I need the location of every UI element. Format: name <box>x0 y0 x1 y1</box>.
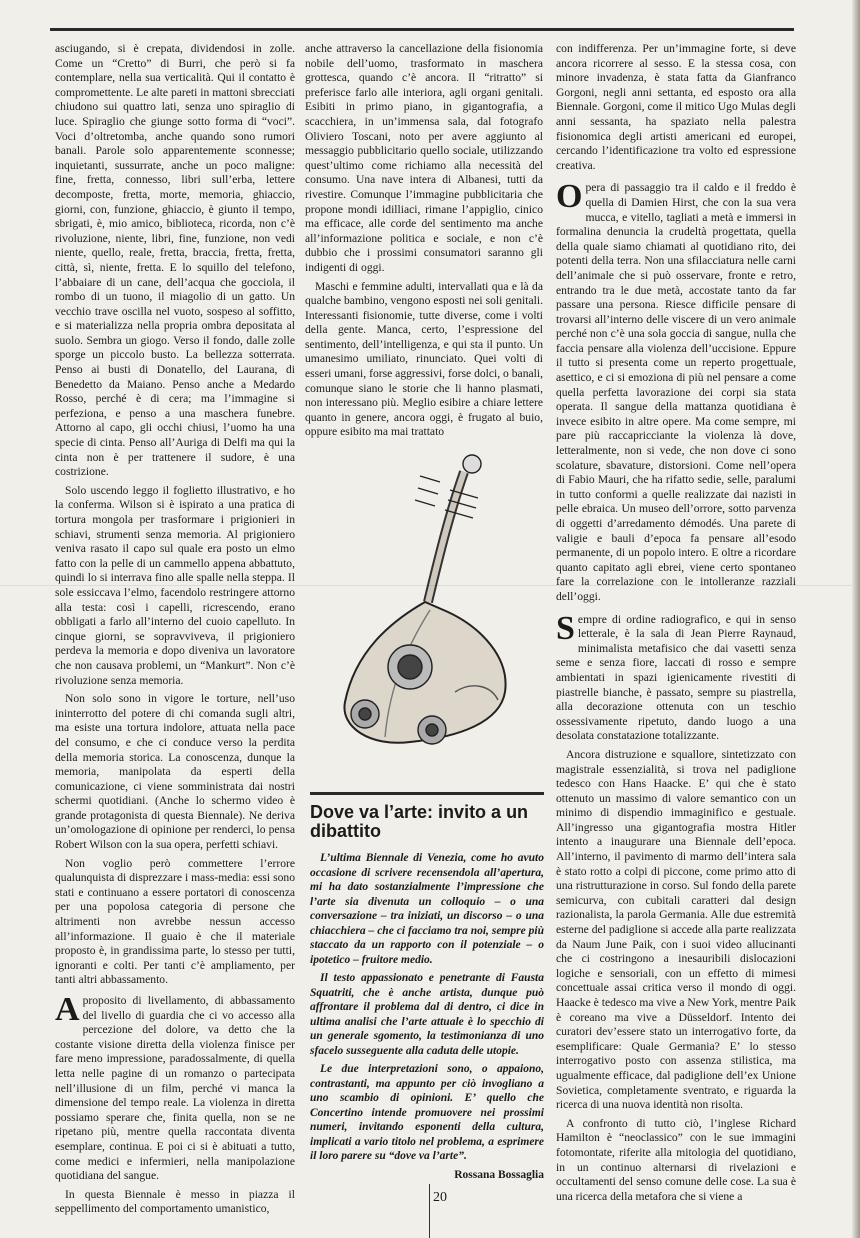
column-1 <box>55 42 295 1221</box>
column-2 <box>305 42 543 444</box>
paragraph-dropcap: Sempre di ordine radiografico, e qui in senso letterale, è la sala di Jean Pierre Raynaud, minimalista metafisico che dai vasetti senza seme e senza fiore, laccati di rosso e sempre ambientati in spazi igienicamente rivestiti di piastrelle bianche, è passato, sempre su piastrella, alla decorazione ottenuta con un teschio ossessivamente ripetuto, dando luogo a una desolata constatazione totalizzante. <box>556 609 796 743</box>
drop-cap: O <box>556 178 583 216</box>
paragraph-dropcap: Opera di passaggio tra il caldo e il freddo è quella di Damien Hirst, che con la sua vera mucca, e vitello, tagliati a metà e immersi in formalina denuncia la crudeltà progettata, quella della quale siamo chiamati al quotidiano rito, dei potenti della terra. Non una sfilacciatura nelle carni dell’animale che si può osservare, fronte e retro, entrando tra le due metà, accostate tanto da far passare una persona. Riesce difficile pensare di trovarsi all’interno delle viscere di un vero animale perché non c’è una sola goccia di sangue, nulla che faccia pensare alla violenza dell’uccisione. Eppure il tutto si presenta come un reperto progettuale, asettico, e ci si emoziona di più nel pensare a come quella perfetta lavorazione dei corpi sia stata operata. Il sangue della mattanza quotidiana è invece esibito in altre opere. Ma come sempre, mi pare più raccapricciante la violenza là dove, letteralmente, non si vede, che non dove ci sono scolature, sbavature, distorsioni. Come nell’opera di Fabio Mauri, che ha rifatto sedie, selle, paralumi in tutto conformi a quelle realizzate dai nazisti in pelle ebraica. Un museo dell’orrore, sotto parvenza di oggetti d’arredamento démodés. Una parete di valigie e bauli d’epoca fa pensare all’esodo permanente, di un popolo intero. E oltre a ricordare quanto capitato agli ebrei, viene certo spontaneo fare la correlazione con le intolleranze razziali dell’oggi. <box>556 178 796 603</box>
header-rule <box>50 28 794 31</box>
paragraph: Non voglio però commettere l’errore qualunquista di disprezzare i mass-media: essi sono stati e continuano a essere portatori di conoscenza per una popolosa categoria di persone che altrimenti non avrebbe nessun accesso all’informazione. Il guaio è che il materiale proposto è, in grandissima parte, lo stesso per tutti, ignoranti e colti. Per tanti c’è ampliamento, per tanti altri abbassamento. <box>55 856 295 987</box>
sidebar-paragraph: L’ultima Biennale di Venezia, come ho avuto occasione di scrivere recensendola all’apertura, mi ha dato sostanzialmente l’impressione che l’arte sia divenuta un colloquio – o una conversazione – tra iniziati, un discorso – o una chiacchiera – che ci facciamo tra noi, sempre più staccato da un rapporto con il potenziale – o ipotetico – fruitore medio. <box>310 852 544 966</box>
page-fold <box>0 585 860 586</box>
paragraph: anche attraverso la cancellazione della fisionomia nobile dell’uomo, trasformato in maschera grottesca, quando c’è ancora. Il “ritratto” si preferisce farlo alle interiora, agli organi genitali. Esibiti in primo piano, in gigantografia, a scacchiera, in un’immensa sala, dal fotografo Oliviero Toscani, noto per avere aggiunto al messaggio pubblicitario quello sociale, utilizzando quest’ultimo come richiamo alla necessità del consumo. Una nave intera di Albanesi, tutti da rivestire. Comunque l’immagine pubblicitaria che propone mondi idilliaci, rimane l’appiglio, cinico ma efficace, alle corde del sentimento ma anche all’informazione politica e sociale, e non c’è dubbio che i prossimi consumatori saranno gli indigenti di oggi. <box>305 42 543 274</box>
column-3 <box>556 42 796 1208</box>
sidebar-paragraph: Il testo appassionato e penetrante di Fausta Squatriti, che è anche artista, dunque può affrontare il problema dal di dentro, ci dice in ultima analisi che l’arte attuale è lo specchio di un generale sgomento, la testimonianza di uno sfacelo susseguente alla caduta delle utopie. <box>310 972 544 1057</box>
page-number: 20 <box>433 1190 447 1205</box>
paragraph: con indifferenza. Per un’immagine forte, si deve ancora ricorrere al sesso. E la stessa cosa, con minore invadenza, è stata fatta da Gianfranco Gorgoni, negli anni settanta, ed esposto ora alla Biennale. Gorgoni, come il mitico Ugo Mulas degli anni sessanta, ha spaziato nella palestra fisionomica degli artisti americani ed europei, cercando l’identificazione tra volto ed espressione creativa. <box>556 42 796 172</box>
paragraph: Non solo sono in vigore le torture, nell’uso ininterrotto del potere di chi comanda sugli altri, ma esiste una tortura indolore, attuata nella pace del consumo, e che ci conduce verso la perdita della memoria storica. La conoscenza, dunque la memoria, manipolata da esperti della comunicazione, ci viene somministrata dai nostri schermi quotidiani. (Anche lo schermo video è grande protagonista di questa Biennale). Ne deriva un’omologazione di opinione per renderci, lo pensa Robert Wilson con la sua opera, perfetti schiavi. <box>55 692 295 852</box>
drop-cap: A <box>55 991 80 1028</box>
paragraph: Maschi e femmine adulti, intervallati qua e là da qualche bambino, vengono esposti nei soli genitali. Interessanti fisionomie, tutte diverse, come i volti della gente. Manca, certo, l’espressione del sentimento, dell’intelligenza, e qui sta il punto. Un umanesimo umiliato, rinunciato. Quei volti di esseri umani, forse aggressivi, forse dolci, o banali, comunque siano le storie che li hanno plasmati, non interessano più. Meglio esibire a chiare lettere quanto in genere, ancora oggi, è frugato al buio, oppure esibito ma mai trattato <box>305 279 543 439</box>
paragraph: In questa Biennale è messo in piazza il seppellimento del comportamento umanistico, <box>55 1187 295 1216</box>
drop-cap: S <box>556 609 575 647</box>
lute-engraving <box>330 452 520 752</box>
sidebar-box <box>310 792 544 1186</box>
page-edge <box>852 0 860 1238</box>
paragraph-dropcap: A proposito di livellamento, di abbassamento del livello di guardia che ci vo accesso alla percezione del dolore, va detto che la costante visione diretta della violenza finisce per fare meno impressione, paradossalmente, di quella letta nelle pagine di un romanzo o partecipata nell’illusione di un film, perché vi manca la dimensione del tempo reale. La violenza in diretta possiamo sperare che, finita quella, non se ne ripetano più, mentre quella raccontata diventa esemplare, continua. E poi ci si è abituati a tutto, come medici e infermieri, nella manipolazione quotidiana del sangue. <box>55 991 295 1183</box>
paragraph: A confronto di tutto ciò, l’inglese Richard Hamilton è “neoclassico” con le sue immagini fotomontate, riferite alla mitologia del quotidiano, in un continuo alternarsi di rivelazioni e occultamenti del senso comune delle cose. La sua è una ricerca della metafora che si viene a <box>556 1116 796 1203</box>
paragraph: asciugando, si è crepata, dividendosi in zolle. Come un “Cretto” di Burri, che però si fa contemplare, nella sua verticalità. Qui il contatto è compromettente. Le alte pareti in mattoni sbrecciati chiudono sui quattro lati, senza uno spiraglio di luce. Spiraglio che giunge sotto forma di “voci”. Voci d’oltretomba, anche quando sono rumori banali. Parole solo apparentemente sconnesse; inquietanti, sussurrate, anche un poco maligne: fine, fretta, connesso, libri sull’erba, lettere decomposte, fretta, morte, memoria, ghiaccio, giorni, con, funzione, ghiaccio, è giunto il tempo, sbrigati, è, mio amico, biblioteca, ricorda, non c’è rivoluzione, niente, libri, fine, funzione, non vedi niente, quello, reale, fretta, braccia, fretta, fretta, città, sì, niente, fretta. E lo squillo del telefono, l’abbaiare di un cane, dell’acqua che gocciola, il rombo di un tuono, il miagolio di un gatto. Un vecchio trave oscilla nel vuoto, sospeso al soffitto, e si materializza nella propria ombra depositata al suolo. Sembra un giogo. Verso il fondo, dalle zolle sporge un piccolo busto. La bellezza sotterrata. Penso ai busti di Donatello, del Laurana, di Benedetto da Maiano. Penso anche a Medardo Rosso, perché è di cera; ma l’immagine si perfeziona, e penso a una maschera funebre. Attorno al capo, gli occhi chiusi, l’uomo ha una specie di cinta. Penso all’Auriga di Delfi ma qui la cinta non è per trattenere il sudore, è una costrizione. <box>55 42 295 479</box>
sidebar-paragraph: Le due interpretazioni sono, o appaiono, contrastanti, ma appunto per ciò invogliano a uno scambio di opinioni. E’ quello che Concertino intende promuovere nei prossimi numeri, invitando esponenti della cultura, implicati a vario titolo nel problema, a esprimere il loro parere su “dove va l’arte”. <box>310 1063 544 1162</box>
sidebar-title: Dove va l’arte: invito a un dibattito <box>310 802 529 841</box>
sidebar-author: Rossana Bossaglia <box>454 1168 544 1181</box>
lute-scroll <box>463 455 481 473</box>
sidebar-rule <box>310 792 544 795</box>
paragraph: Ancora distruzione e squallore, sintetizzato con magistrale essenzialità, si trova nel padiglione tedesco con Hans Haacke. E’ qui che è stato ottenuto un massimo di valore semantico con un minimo di dispendio immaginifico e gestuale. All’ingresso una gigantografia mostra Hitler intento a inaugurare una Biennale dell’epoca. All’interno, il pavimento di marmo dell’intera sala è stato rotto a colpi di piccone, come primo atto di una ristrutturazione in corso. Sul fondo della parete semicurva, con cubitali caratteri dal design razionalista, la parola Germania. Alle due estremità esterne del padiglione si accede alla parte realizzata da Naum June Paik, con i suoi video allucinanti che ci costringono a inesauribili dislocazioni logiche e sensoriali, con un effetto di mimesi concettuale assai critica verso il mondo di oggi. Haacke è tedesco ma vive a New York, mentre Paik è coreano ma vive a Düsseldorf. Intento dei curatori dev’essere stato un interrogativo forte, da esemplificare: Quale Germania? E’ lo stesso interrogativo posto con assenza stilistica, ma ugualmente efficace, dal padiglione dell’ex Unione Sovietica, completamente sventrato, e riguarda la ricerca di una nuova identità non risolta. <box>556 747 796 1112</box>
paragraph: Solo uscendo leggo il foglietto illustrativo, e ho la conferma. Wilson si è ispirato a una pratica di tortura mongola per trasformare i prigionieri in schiavi, strumenti senza memoria. Al prigioniero veniva rasato il capo sul quale era posto un elmo fatto con la pelle di un cammello appena abbattuto, quindi lo si interrava fino alle spalle nella steppa. Il sole essiccava l’elmo, facendolo restringere attorno alla testa: così i capelli, ricrescendo, erano obbligati a farlo all’interno del cuoio capelluto. In cinque giorni, se sopravviveva, il prigioniero perdeva la memoria e dopo diveniva un lavoratore che non causava problemi, un “Mankurt”. Non c’è rivoluzione senza memoria. <box>55 483 295 687</box>
